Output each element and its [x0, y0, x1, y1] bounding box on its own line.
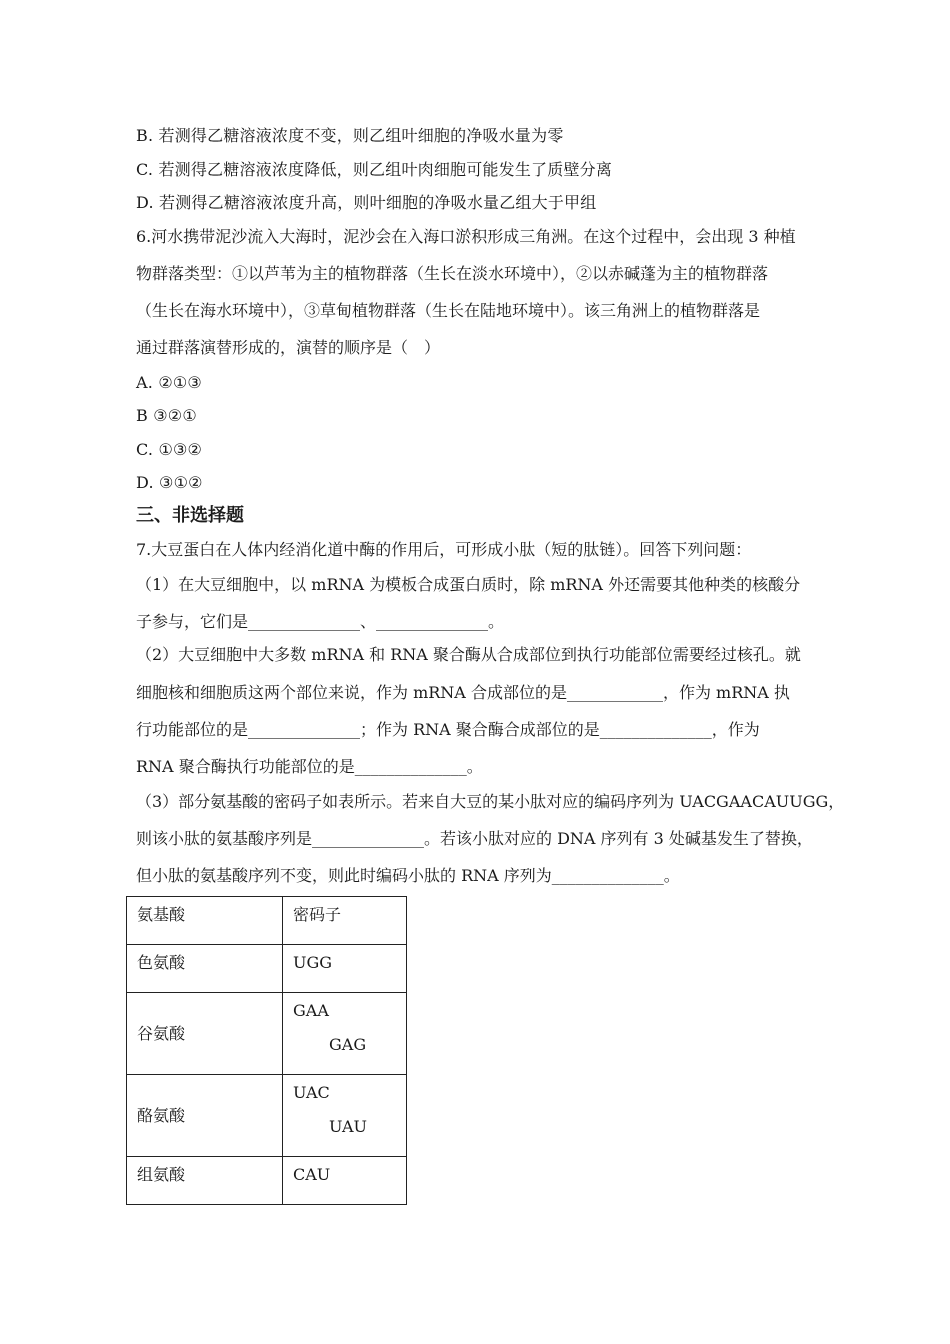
q6-stem-line-4: 通过群落演替形成的，演替的顺序是（ ）: [136, 338, 441, 357]
codon-value: GAG: [329, 1035, 367, 1054]
table-row: [127, 945, 407, 993]
codon-value: UAC: [293, 1083, 330, 1102]
codon-value: CAU: [293, 1165, 331, 1184]
table-cell: [283, 1075, 407, 1157]
section-heading: 三、非选择题: [136, 505, 244, 526]
table-cell: [127, 993, 283, 1075]
codon-value: UAU: [329, 1117, 368, 1136]
q7-part2-line-4: RNA 聚合酶执行功能部位的是______________。: [136, 757, 483, 776]
codon-value: UGG: [293, 953, 333, 972]
q6-stem-line-1: 6.河水携带泥沙流入大海时，泥沙会在入海口淤积形成三角洲。在这个过程中，会出现 3 种植: [136, 227, 796, 246]
amino-acid-name: 色氨酸: [137, 953, 186, 972]
q5-option-b: B. 若测得乙糖溶液浓度不变，则乙组叶细胞的净吸水量为零: [136, 126, 564, 145]
q5-option-d: D. 若测得乙糖溶液浓度升高，则叶细胞的净吸水量乙组大于甲组: [136, 193, 597, 212]
header-codon: 密码子: [293, 905, 342, 924]
codon-value: GAA: [293, 1001, 329, 1020]
q7-part2-line-2: 细胞核和细胞质这两个部位来说，作为 mRNA 合成部位的是____________，作为 mRNA 执: [136, 683, 790, 702]
q7-part2-line-1: （2）大豆细胞中大多数 mRNA 和 RNA 聚合酶从合成部位到执行功能部位需要经过核孔。就: [136, 645, 801, 664]
q6-option-b: B ③②①: [136, 406, 197, 425]
table-cell: [283, 993, 407, 1075]
q7-part1-line-2: 子参与，它们是______________、______________。: [136, 612, 505, 631]
codon-table: [126, 896, 407, 1205]
table-row: [127, 993, 407, 1075]
table-header-cell: [127, 897, 283, 945]
table-row: [127, 1157, 407, 1205]
q7-part3-line-1: （3）部分氨基酸的密码子如表所示。若来自大豆的某小肽对应的编码序列为 UACGAACAUUGG，: [136, 792, 845, 811]
q6-option-c: C. ①③②: [136, 440, 203, 459]
table-cell: [127, 1157, 283, 1205]
q7-part3-line-2: 则该小肽的氨基酸序列是______________。若该小肽对应的 DNA 序列有 3 处碱基发生了替换，: [136, 829, 813, 848]
q6-stem-line-3: （生长在海水环境中），③草甸植物群落（生长在陆地环境中）。该三角洲上的植物群落是: [136, 301, 761, 320]
table-cell: [127, 1075, 283, 1157]
amino-acid-name: 组氨酸: [137, 1165, 186, 1184]
header-amino-acid: 氨基酸: [137, 905, 186, 924]
q7-stem: 7.大豆蛋白在人体内经消化道中酶的作用后，可形成小肽（短的肽链）。回答下列问题：: [136, 540, 752, 559]
q7-part2-line-3: 行功能部位的是______________；作为 RNA 聚合酶合成部位的是______________，作为: [136, 720, 760, 739]
q6-option-a: A. ②①③: [136, 373, 202, 392]
q5-option-c: C. 若测得乙糖溶液浓度降低，则乙组叶肉细胞可能发生了质壁分离: [136, 160, 613, 179]
q7-part3-line-3: 但小肽的氨基酸序列不变，则此时编码小肽的 RNA 序列为______________。: [136, 866, 680, 885]
q6-stem-line-2: 物群落类型：①以芦苇为主的植物群落（生长在淡水环境中），②以赤碱蓬为主的植物群落: [136, 264, 769, 283]
table-header-cell: [283, 897, 407, 945]
q6-option-d: D. ③①②: [136, 473, 203, 492]
table-cell: [127, 945, 283, 993]
table-cell: [283, 945, 407, 993]
table-cell: [283, 1157, 407, 1205]
amino-acid-name: 谷氨酸: [137, 1023, 186, 1043]
table-row: [127, 1075, 407, 1157]
table-header-row: [127, 897, 407, 945]
amino-acid-name: 酪氨酸: [137, 1105, 186, 1125]
q7-part1-line-1: （1）在大豆细胞中，以 mRNA 为模板合成蛋白质时，除 mRNA 外还需要其他种类的核酸分: [136, 575, 801, 594]
